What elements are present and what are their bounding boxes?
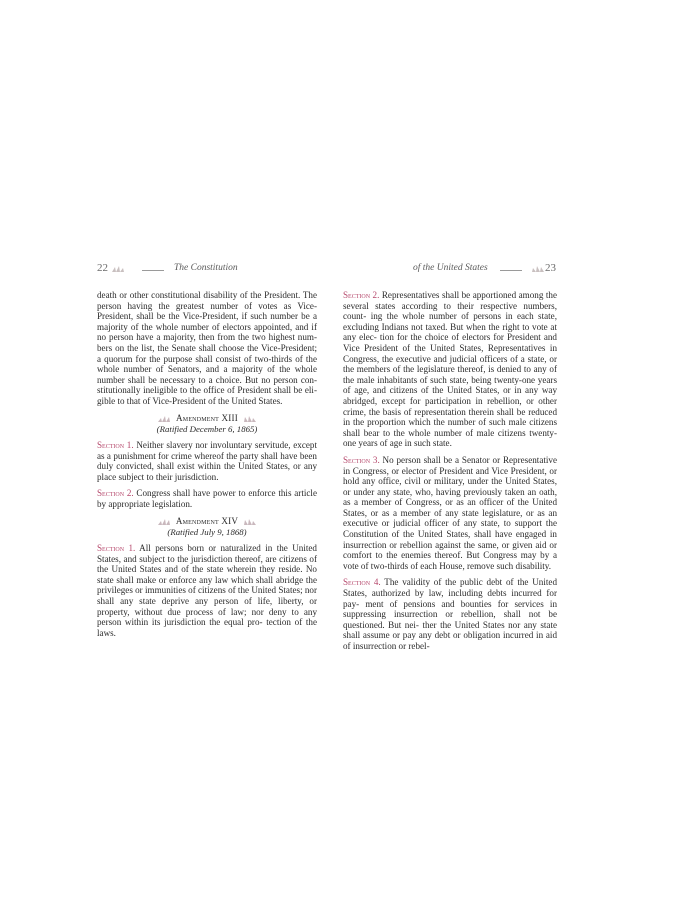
header-rule-left — [142, 270, 164, 271]
section-label: Section 4. — [343, 577, 381, 588]
amendment-xiv-section-2: Section 2. Representatives shall be apportioned among the several states according to their respective numbers, count- ing the whole number of persons in each state, excluding Indians not taxed. But when the right to vote at any elec- tion for the choice of electors for President and Vice President of the United States, Representatives in Congress, the executive and judicial officers of a state, or the members of the legislature thereof, is denied to any of the male inhabitants of such state, being twenty-one years of age, and citizens of the United States, or in any way abridged, except for participation in rebellion, or other crime, the basis of representation therein shall be reduced in the proportion which the number of such male citizens shall bear to the whole number of male citizens twenty-one years of age in such state. — [343, 290, 557, 449]
amendment-xiii-heading — [97, 413, 317, 424]
ornament-left-header-icon — [111, 264, 125, 273]
page-number-left: 22 — [97, 262, 108, 274]
left-page-body — [97, 290, 317, 638]
amendment-xiv-section-3: Section 3. No person shall be a Senator or Representative in Congress, or elector of President and Vice President, or hold any office, civil or military, under the United States, or under any state, who, having previously taken an oath, as a member of Congress, or as an officer of the United States, or as a member of any state legislature, or as an executive or judicial officer of any state, to support the Constitution of the United States, shall have engaged in insurrection or rebellion against the same, or given aid or comfort to the enemies thereof. But Congress may by a vote of two-thirds of each House, remove such disability. — [343, 454, 558, 571]
amendment-xiv-section-4: Section 4. The validity of the public debt of the United States, authorized by law, including debts incurred for pay- ment of pensions and bounties for services in suppressing insurrection or rebellion, shall not be questioned. But nei- ther the United States nor any state shall assume or pay any debt or obligation incurred in aid of insurrection or rebel- — [343, 577, 558, 651]
section-label: Section 2. — [343, 290, 380, 300]
amendment-xiii-section-1: Section 1. Neither slavery nor involuntary servitude, except as a punishment for crime whereof the party shall have been duly convicted, shall exist within the United States, or any place subject to their jurisdiction. — [97, 440, 317, 482]
ornament-right-icon — [243, 414, 257, 423]
amendment-xiii-ratified: (Ratified December 6, 1865) — [156, 423, 258, 434]
section-label: Section 3. — [343, 454, 380, 465]
running-head-right: of the United States — [413, 263, 488, 273]
left-page — [97, 262, 317, 644]
section-label: Section 1. — [97, 543, 136, 554]
running-head-left: The Constitution — [174, 263, 238, 273]
amendment-xiv-title: Amendment XIV — [175, 515, 239, 526]
right-page-body — [343, 290, 557, 652]
ornament-right-header-icon — [531, 264, 545, 273]
amendment-xiii-section-2: Section 2. Congress shall have power to enforce this article by appropriate legislation. — [97, 488, 317, 509]
page-number-right: 23 — [545, 262, 556, 274]
right-page — [343, 262, 557, 658]
section-label: Section 1. — [97, 440, 134, 451]
ornament-left-icon — [157, 414, 171, 423]
left-header — [97, 262, 317, 278]
ornament-right-icon — [243, 517, 257, 526]
right-header — [343, 262, 557, 278]
ornament-left-icon — [157, 517, 171, 526]
header-rule-right — [500, 270, 522, 271]
amendment-xiii-title: Amendment XIII — [176, 412, 238, 423]
section-label: Section 2. — [97, 488, 134, 499]
intro-paragraph: death or other constitutional disability of the President. The person having the greatest number of votes as Vice- President, shall be the Vice-President, if such number be a majority of the whole number of electors appointed, and if no person have a majority, then from the two highest num- bers on the list, the Senate shall choose the Vice-President; a quorum for the purpose shall consist of two-thirds of the whole number of Senators, and a majority of the whole number shall be necessary to a choice. But no person con- stitutionally ineligible to the office of President shall be eli- gible to that of Vice-President of the United States. — [97, 290, 317, 406]
amendment-xiv-section-1: Section 1. All persons born or naturalized in the United States, and subject to the jurisdiction thereof, are citizens of the United States and of the state wherein they reside. No state shall make or enforce any law which shall abridge the privileges or immunities of citizens of the United States; nor shall any state deprive any person of life, liberty, or property, without due process of law; nor deny to any person within its jurisdiction the equal pro- tection of the laws. — [97, 543, 318, 638]
amendment-xiv-heading — [97, 516, 317, 527]
amendment-xiv-ratified: (Ratified July 9, 1868) — [167, 526, 247, 537]
